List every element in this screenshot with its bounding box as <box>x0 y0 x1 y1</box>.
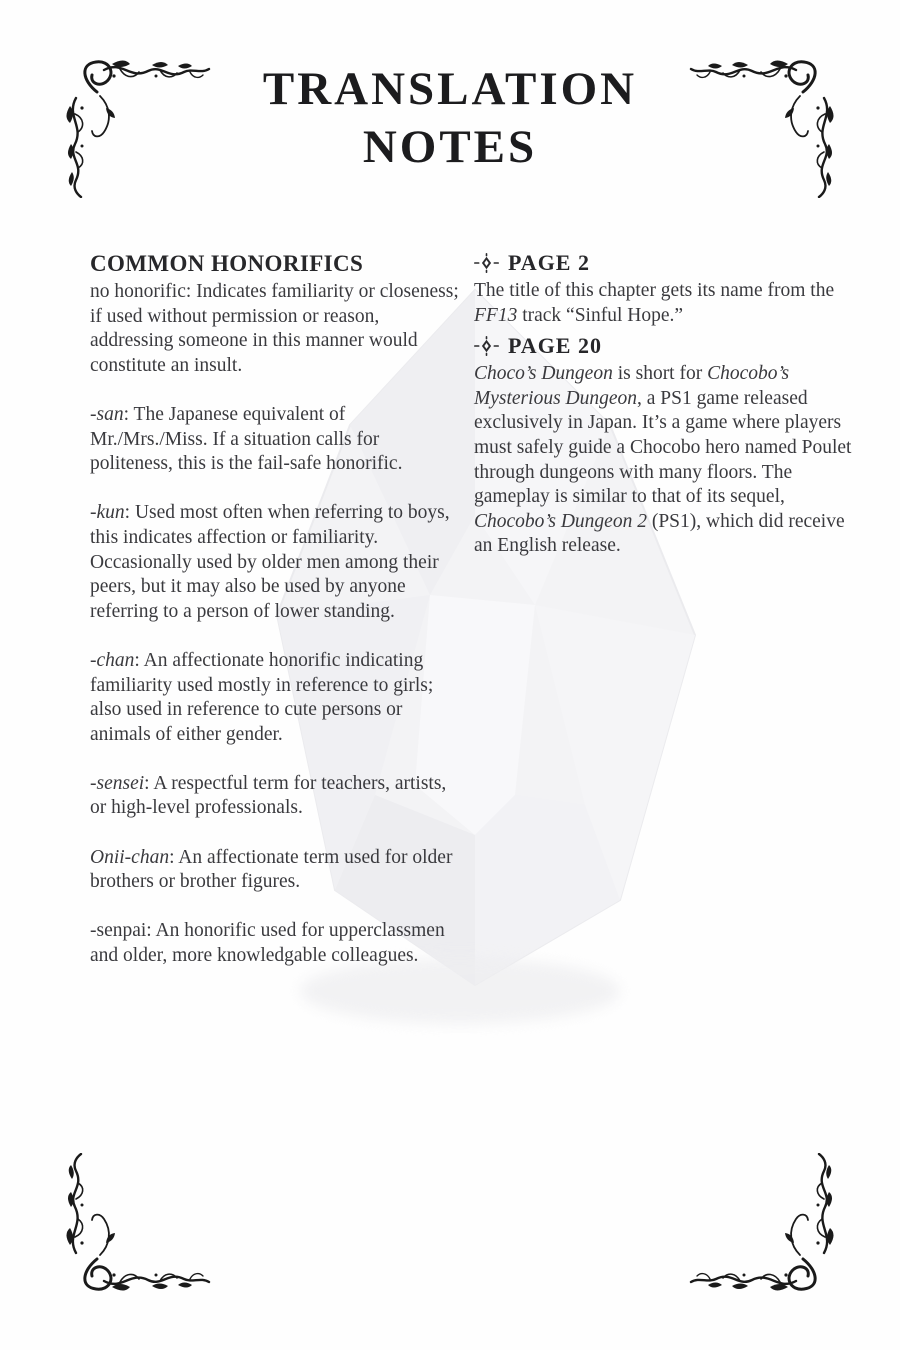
page-title-line2: NOTES <box>362 121 538 173</box>
honorific-entry-kun: -kun: Used most often when referring to boys, this indicates affection or familiarity. Occasionally used by older men among their peers, but it may also be used by anyone referring to a person of lower standing. <box>90 502 450 622</box>
honorific-entry-sensei: -sensei: A respectful term for teachers, artists, or high-level professionals. <box>90 772 447 819</box>
honorific-entry-onii-chan: Onii-chan: An affectionate term used for older brothers or brother figures. <box>90 846 453 893</box>
note-heading-row <box>474 333 856 359</box>
honorific-entry-none: no honorific: Indicates familiarity or closeness; if used without permission or reason, addressing someone in this manner would constitute an insult. <box>90 281 459 376</box>
corner-flourish-icon <box>688 1153 840 1295</box>
page-title <box>170 60 730 176</box>
page-title-line1: TRANSLATION <box>262 63 638 115</box>
corner-flourish-icon <box>60 1153 212 1295</box>
note-section-page-2 <box>474 250 856 328</box>
note-paragraph: The title of this chapter gets its name from the FF13 track “Sinful Hope.” <box>474 280 835 326</box>
note-heading-row <box>474 250 856 276</box>
honorific-entry-chan: -chan: An affectionate honorific indicating familiarity used mostly in reference to girls; also used in reference to cute persons or animals of either gender. <box>90 649 434 745</box>
honorifics-column <box>90 250 462 969</box>
note-heading: PAGE 20 <box>508 333 602 359</box>
compass-bullet-icon <box>474 336 499 356</box>
honorific-entry-senpai: -senpai: An honorific used for upperclassmen and older, more knowledgable colleagues. <box>90 920 445 967</box>
honorific-entry-san: -san: The Japanese equivalent of Mr./Mrs./Miss. If a situation calls for politeness, this is the fail-safe honorific. <box>90 403 403 475</box>
compass-bullet-icon <box>474 253 499 273</box>
note-heading: PAGE 2 <box>508 250 590 275</box>
honorifics-heading: COMMON HONORIFICS <box>90 251 364 276</box>
page-notes-column <box>474 250 856 564</box>
note-section-page-20 <box>474 333 856 559</box>
note-paragraph: Choco’s Dungeon is short for Chocobo’s Mysterious Dungeon, a PS1 game released exclusively in Japan. It’s a game where players must safely guide a Chocobo hero named Poulet through dungeons with many floors. The gameplay is similar to that of its sequel, Chocobo’s Dungeon 2 (PS1), which did receive an English release. <box>474 363 852 557</box>
